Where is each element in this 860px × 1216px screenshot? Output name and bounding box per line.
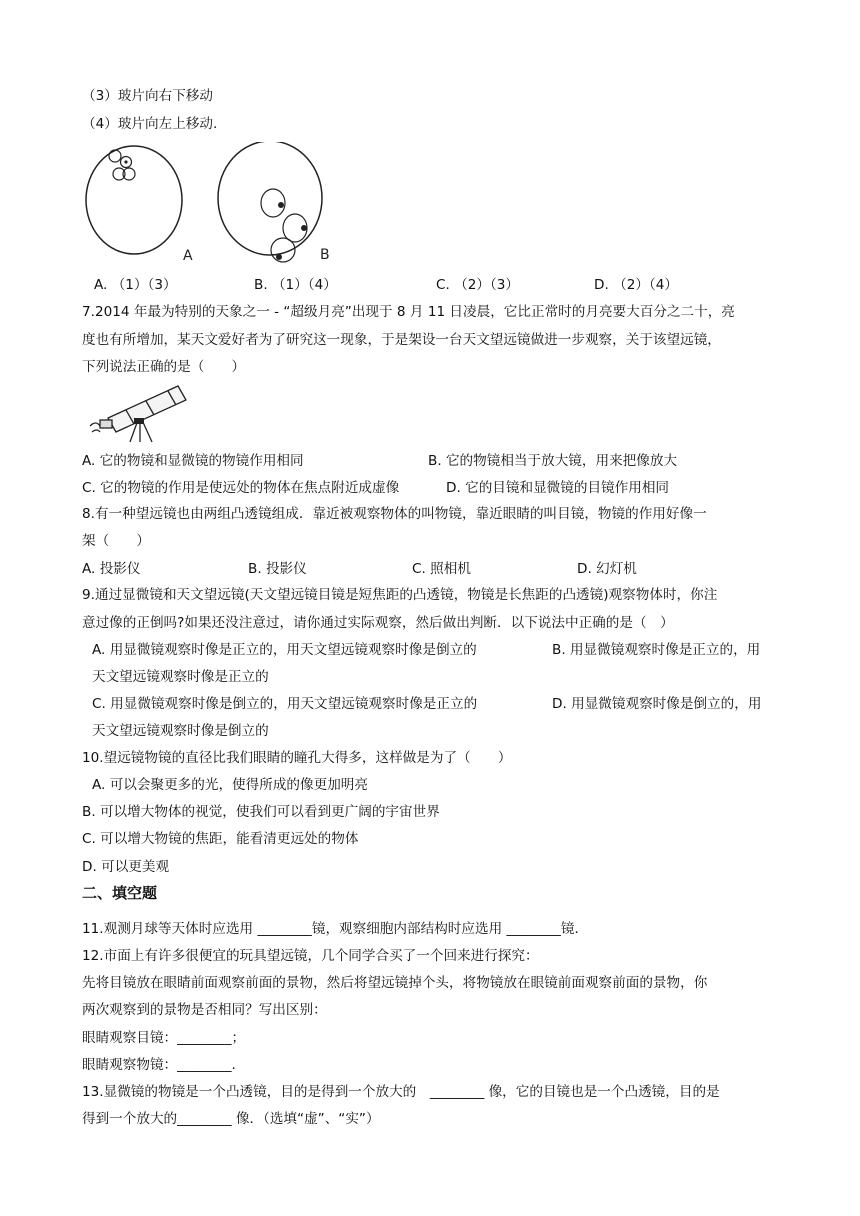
q9-option-d-line-2[interactable]: 天文望远镜观察时像是倒立的 (92, 723, 269, 739)
q6-condition-3: （3）玻片向右下移动 (82, 88, 213, 104)
q12-stem: 12.市面上有许多很便宜的玩具望远镜，几个同学合买了一个回来进行探究： (82, 948, 539, 964)
q8-option-d[interactable]: D. 幻灯机 (577, 561, 637, 577)
q12-body-line-1: 先将目镜放在眼睛前面观察前面的景物，然后将望远镜掉个头，将物镜放在眼镜前面观察前面的景物，你 (82, 975, 708, 991)
q13-line-1: 13.显微镜的物镜是一个凸透镜，目的是得到一个放大的 ________ 像，它的目镜也是一个凸透镜，目的是 (82, 1084, 720, 1100)
q6-option-a[interactable]: A. （1）（3） (94, 277, 177, 293)
q6-option-c[interactable]: C. （2）（3） (436, 277, 520, 293)
telescope-icon (86, 380, 196, 444)
q9-option-b-line-1[interactable]: B. 用显微镜观察时像是正立的，用 (552, 642, 761, 658)
q9-stem-line-2: 意过像的正倒吗?如果还没注意过，请你通过实际观察，然后做出判断．以下说法中正确的是（ ） (82, 615, 674, 631)
field-of-view-b (218, 142, 322, 255)
q8-option-b[interactable]: B. 投影仪 (248, 561, 307, 577)
q10-stem: 10.望远镜物镜的直径比我们眼睛的瞳孔大得多，这样做是为了（ ） (82, 750, 512, 766)
fig-label-a: A (183, 248, 193, 264)
q9-option-c[interactable]: C. 用显微镜观察时像是倒立的，用天文望远镜观察时像是正立的 (92, 696, 478, 712)
q9-stem-line-1: 9.通过显微镜和天文望远镜(天文望远镜目镜是短焦距的凸透镜，物镜是长焦距的凸透镜)观察物体时，你注 (82, 587, 718, 603)
q8-stem-line-1: 8.有一种望远镜也由两组凸透镜组成．靠近被观察物体的叫物镜，靠近眼睛的叫目镜，物镜的作用好像一 (82, 506, 707, 522)
q12-blank-eyepiece: 眼睛观察目镜：________； (82, 1030, 246, 1046)
q9-option-b-line-2[interactable]: 天文望远镜观察时像是正立的 (92, 669, 269, 685)
q13-line-2: 得到一个放大的________ 像．（选填“虚”、“实”） (82, 1111, 380, 1127)
q6-option-b[interactable]: B. （1）（4） (254, 277, 337, 293)
q9-option-d-line-1[interactable]: D. 用显微镜观察时像是倒立的，用 (552, 696, 762, 712)
q10-option-d[interactable]: D. 可以更美观 (82, 859, 170, 875)
q8-option-c[interactable]: C. 照相机 (412, 561, 471, 577)
q6-microscope-figure (82, 142, 342, 267)
q11-stem: 11.观测月球等天体时应选用 ________镜，观察细胞内部结构时应选用 ________镜． (82, 921, 589, 937)
q7-option-c[interactable]: C. 它的物镜的作用是使远处的物体在焦点附近成虚像 (82, 480, 400, 496)
q7-option-b[interactable]: B. 它的物镜相当于放大镜，用来把像放大 (428, 453, 678, 469)
section-heading-fill-blank: 二、填空题 (82, 884, 158, 902)
q9-option-a[interactable]: A. 用显微镜观察时像是正立的，用天文望远镜观察时像是倒立的 (92, 642, 477, 658)
q10-option-a[interactable]: A. 可以会聚更多的光，使得所成的像更加明亮 (92, 777, 368, 793)
field-of-view-a (86, 146, 182, 254)
q7-option-a[interactable]: A. 它的物镜和显微镜的物镜作用相同 (82, 453, 304, 469)
q8-stem-line-2: 架（ ） (82, 533, 150, 549)
q10-option-c[interactable]: C. 可以增大物镜的焦距，能看清更远处的物体 (82, 831, 359, 847)
q12-blank-objective: 眼睛观察物镜：________. (82, 1057, 236, 1073)
q7-stem-line-1: 7.2014 年最为特别的天象之一 - “超级月亮”出现于 8 月 11 日凌晨，它比正常时的月亮要大百分之二十，亮 (82, 304, 735, 320)
q8-option-a[interactable]: A. 投影仪 (82, 561, 141, 577)
q10-option-b[interactable]: B. 可以增大物体的视觉，使我们可以看到更广阔的宇宙世界 (82, 804, 440, 820)
q7-option-d[interactable]: D. 它的目镜和显微镜的目镜作用相同 (446, 480, 670, 496)
q7-stem-line-2: 度也有所增加，某天文爱好者为了研究这一现象，于是架设一台天文望远镜做进一步观察，关于该望远镜， (82, 332, 721, 348)
q6-option-d[interactable]: D. （2）（4） (594, 277, 678, 293)
fig-label-b: B (320, 247, 330, 263)
q6-condition-4: （4）玻片向左上移动. (82, 116, 218, 132)
q12-body-line-2: 两次观察到的景物是否相同？写出区别： (82, 1002, 327, 1018)
q7-stem-line-3: 下列说法正确的是（ ） (82, 359, 246, 375)
